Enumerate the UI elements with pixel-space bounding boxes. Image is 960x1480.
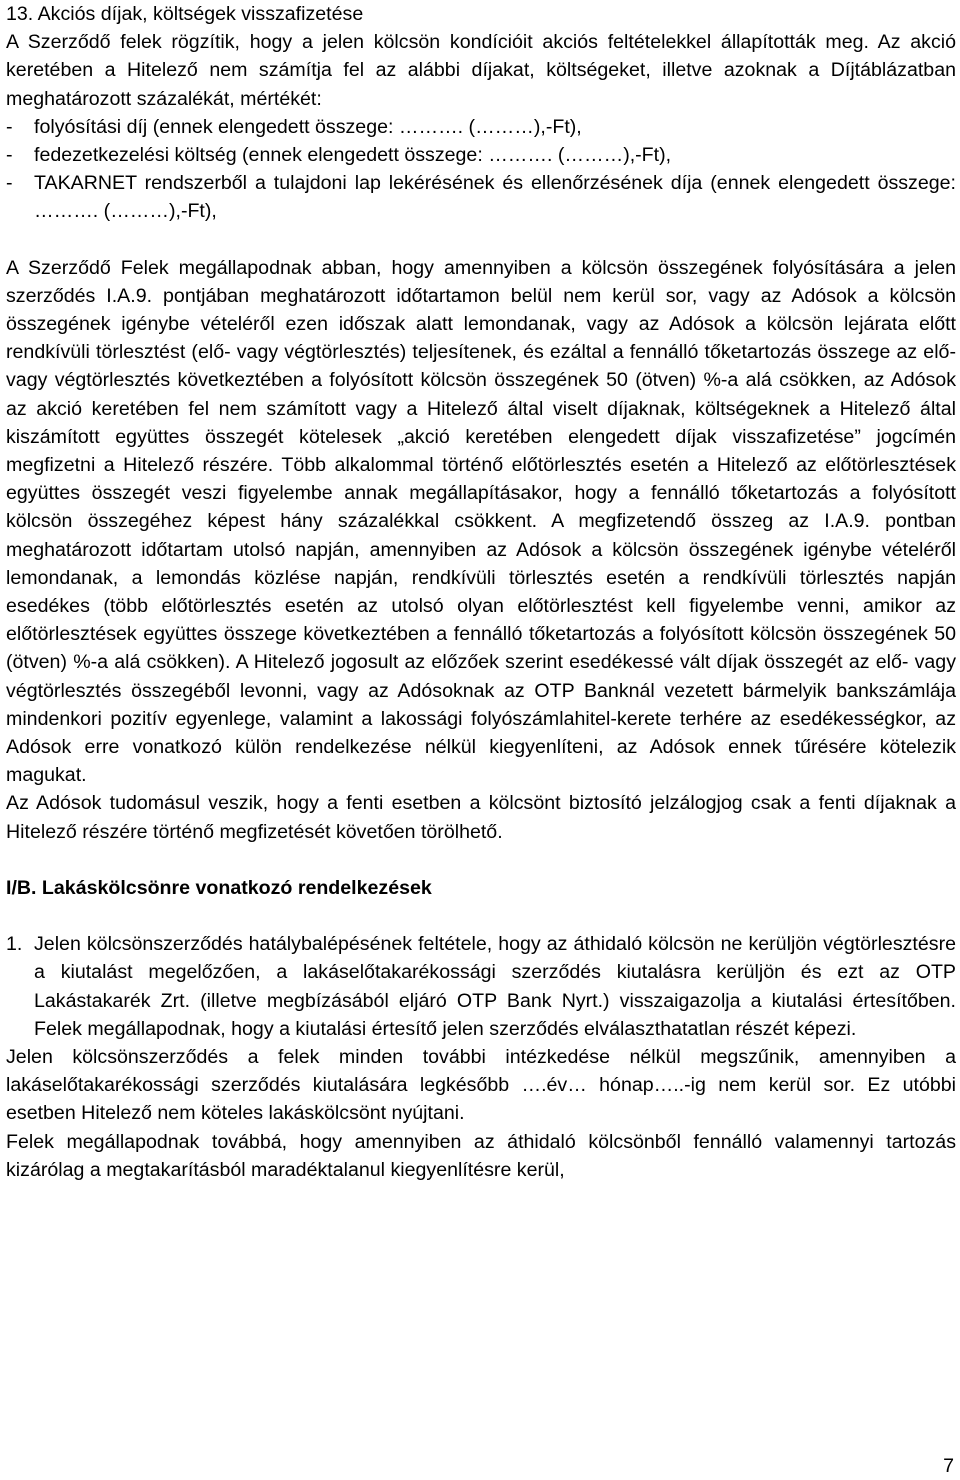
spacer bbox=[6, 902, 956, 930]
section-13-intro: A Szerződő felek rögzítik, hogy a jelen kölcsön kondícióit akciós feltételekkel állapították meg. Az akció keretében a Hitelező nem számítja fel az alábbi díjakat, költségeket, illetve azoknak a Díjtáblázatban meghatározott százalékát, mértékét: bbox=[6, 31, 956, 110]
list-dash: - bbox=[6, 144, 13, 167]
spacer bbox=[6, 846, 956, 874]
section-ib-paragraph-agreement: Felek megállapodnak továbbá, hogy amennyiben az áthidaló kölcsönből fennálló valamennyi tartozás kizárólag a megtakarításból maradéktalanul kiegyenlítésre kerül, bbox=[6, 1130, 956, 1181]
list-item bbox=[6, 169, 956, 225]
fee-item-disbursement: folyósítási díj (ennek elengedett összege: ………. (………),-Ft), bbox=[34, 115, 582, 138]
item-number: 1. bbox=[6, 933, 23, 956]
document-page bbox=[6, 0, 956, 1184]
section-ib-paragraph-termination: Jelen kölcsönszerződés a felek minden további intézkedése nélkül megszűnik, amennyiben a lakáselőtakarékossági szerződés kiutalására legkésőbb ….év… hónap…..-ig nem kerül sor. Ez utóbbi esetben Hitelező nem köteles lakáskölcsönt nyújtani. bbox=[6, 1045, 956, 1125]
section-ib-heading: I/B. Lakáskölcsönre vonatkozó rendelkezések bbox=[6, 876, 432, 899]
waived-fees-list bbox=[6, 113, 956, 226]
section-13-title: 13. Akciós díjak, költségek visszafizetése bbox=[6, 3, 364, 25]
fee-item-collateral: fedezetkezelési költség (ennek elengedett összege: ………. (………),-Ft), bbox=[34, 144, 672, 167]
numbered-item-1 bbox=[6, 930, 956, 1043]
list-item bbox=[6, 113, 956, 141]
list-dash: - bbox=[6, 115, 13, 138]
fee-item-takarnet: TAKARNET rendszerből a tulajdoni lap lekérésének és ellenőrzésének díja (ennek elengedett összege: ………. (………),-Ft), bbox=[34, 172, 956, 223]
list-dash: - bbox=[6, 172, 13, 195]
spacer bbox=[6, 226, 956, 254]
section-13-paragraph-mortgage: Az Adósok tudomásul veszik, hogy a fenti esetben a kölcsönt biztosító jelzálogjog csak a fenti díjaknak a Hitelező részére történő megfizetését követően törölhető. bbox=[6, 792, 956, 843]
section-13-paragraph-refund: A Szerződő Felek megállapodnak abban, hogy amennyiben a kölcsön összegének folyósítására a jelen szerződés I.A.9. pontjában meghatározott időtartamon belül nem kerül sor, vagy az Adósok a kölcsön összegének igénybe vételéről ezen időszak alatt lemondanak, vagy az Adósok a kölcsön lejárata előtt rendkívüli törlesztést (elő- vagy végtörlesztés) teljesítenek, és ezáltal a fennálló tőketartozás összege az elő- vagy végtörlesztés következtében a folyósított kölcsön összegének 50 (ötven) %-a alá csökken, az Adósok az akció keretében fel nem számított vagy a Hitelező által viselt díjaknak, költségeknek a Hitelező által kiszámított együttes összegét kötelesek „akció keretében elengedett díjak visszafizetése” jogcímén megfizetni a Hitelező részére. Több alkalommal történő előtörlesztés esetén a Hitelező az előtörlesztések együttes összegét veszi figyelembe annak megállapításakor, hogy a fennálló tőketartozás a folyósított kölcsön összegéhez képest hány százalékkal csökkent. A megfizetendő összeg az I.A.9. pontban meghatározott időtartam utolsó napján, amennyiben az Adósok a kölcsön összegének igénybe vételéről lemondanak, a lemondás közlése napján, rendkívüli törlesztés esetén a rendkívüli törlesztés napján esedékes (több előtörlesztés esetén az utolsó olyan előtörlesztést kell figyelembe venni, amikor az előtörlesztések együttes összege következtében a fennálló tőketartozás a folyósított kölcsön összegének 50 (ötven) %-a alá csökken). A Hitelező jogosult az előzőek szerint esedékessé vált díjak összegét az elő- vagy végtörlesztés összegéből levonni, vagy az Adósoknak az OTP Banknál vezetett bármelyik bankszámlája mindenkori pozitív egyenlege, valamint a lakossági folyószámlahitel-kerete terhére az esedékességkor, az Adósok erre vonatkozó külön rendelkezése nélkül kiegyenlíteni, az Adósok ennek tűrésére kötelezik magukat. bbox=[6, 256, 956, 787]
page-number: 7 bbox=[943, 1455, 954, 1477]
item-1-text: Jelen kölcsönszerződés hatálybalépésének feltétele, hogy az áthidaló kölcsön ne kerüljön végtörlesztésre a kiutalást megelőzően, a lakáselőtakarékossági szerződés kiutalásra kerüljön és ezt az OTP Lakástakarék Zrt. (illetve megbízásából eljáró OTP Bank Nyrt.) visszaigazolja a kiutalási értesítőben. Felek megállapodnak, hogy a kiutalási értesítő jelen szerződés elválaszthatatlan részét képezi. bbox=[34, 933, 956, 1040]
list-item bbox=[6, 141, 956, 169]
